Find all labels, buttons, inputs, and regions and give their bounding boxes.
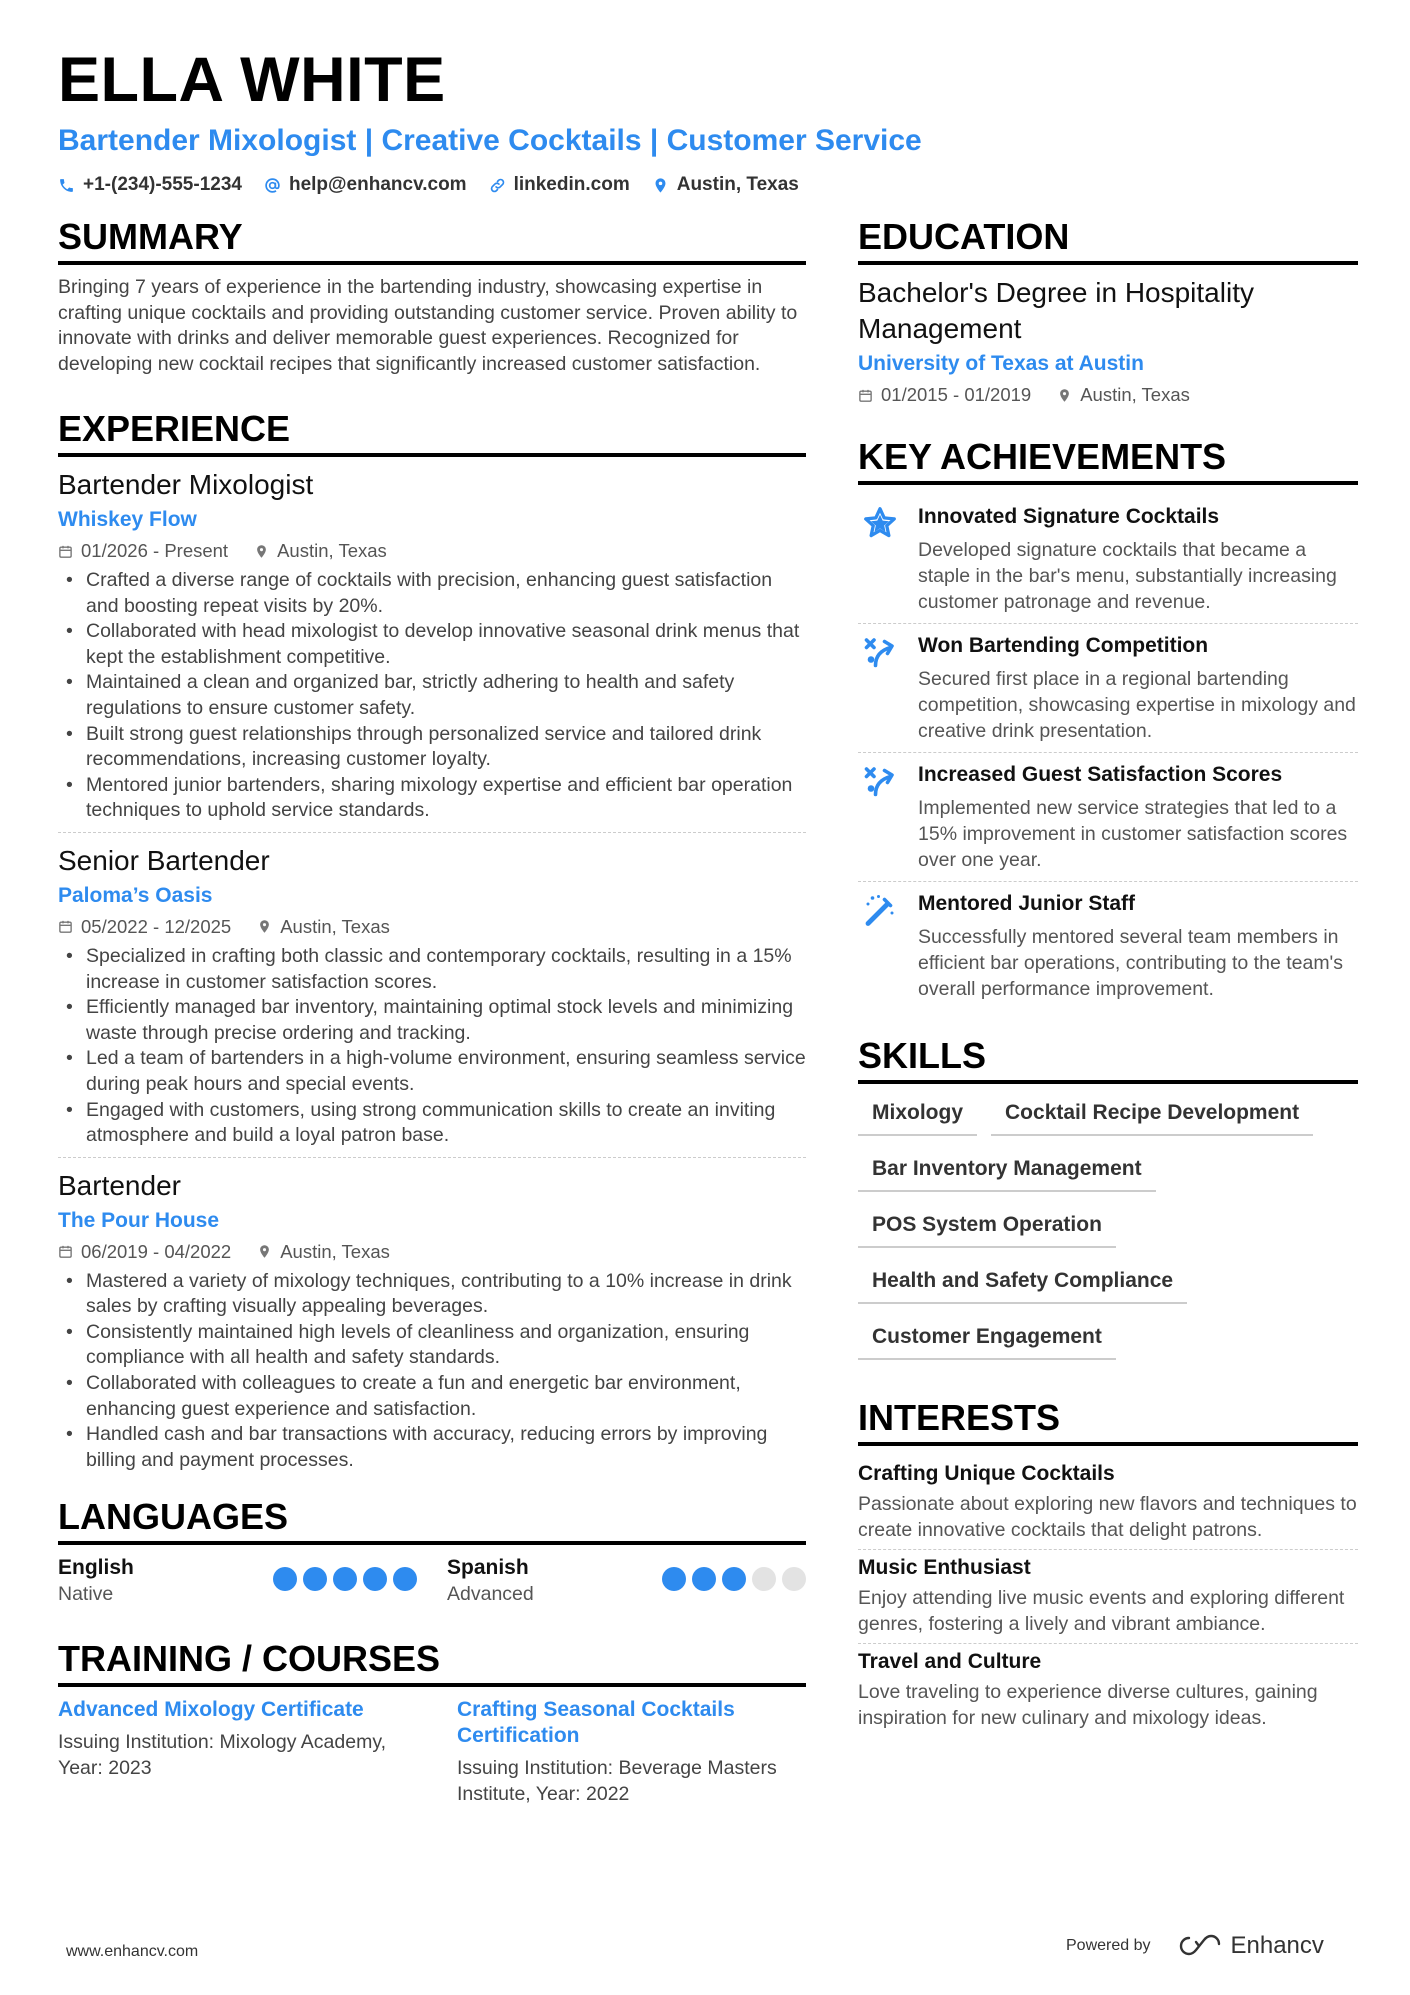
job-bullet: • Crafted a diverse range of cocktails with precision, enhancing guest satisfaction and boosting repeat visits by 20%. [58,568,806,619]
rating-dot-filled [273,1567,297,1591]
achievement-item [858,882,1358,1010]
language-item [58,1555,417,1607]
job-location [254,537,387,565]
contact-email[interactable] [264,174,467,196]
rating-dot-filled [333,1567,357,1591]
language-name: Spanish [447,1556,529,1580]
edu-dates-text: 01/2015 - 01/2019 [881,384,1032,405]
contact-bar [58,174,1358,196]
company-name: Whiskey Flow [58,508,197,531]
job-bullet: • Collaborated with head mixologist to develop innovative seasonal drink menus that kept the establishment competitive. [58,619,806,670]
interest-desc: Enjoy attending live music events and exploring different genres, fostering a lively and vibrant ambiance. [858,1587,1345,1635]
job-dates-text: 05/2022 - 12/2025 [81,915,232,937]
course-item [58,1697,407,1807]
job-bullet: • Built strong guest relationships through personalized service and tailored drink recommendations, increasing customer loyalty. [58,722,806,773]
interest-title: Music Enthusiast [858,1556,1031,1579]
job-location-text: Austin, Texas [277,540,387,561]
skills-list [858,1094,1358,1360]
achievement-desc: Implemented new service strategies that led to a 15% improvement in customer satisfaction scores over one year. [918,797,1348,871]
contact-location [652,174,799,196]
language-level: Advanced [447,1583,534,1606]
calendar-icon [858,388,873,403]
job-title: Senior Bartender [58,844,270,876]
calendar-icon [58,1244,73,1259]
rating-dot-empty [782,1567,806,1591]
skill-tag: POS System Operation [858,1206,1116,1248]
powered-by-label: Powered by [1066,1937,1151,1954]
achievement-desc: Successfully mentored several team members in efficient bar operations, contributing to the team's overall performance improvement. [918,926,1344,1000]
rating-dot-filled [303,1567,327,1591]
languages-heading: LANGUAGES [58,1495,806,1545]
achievement-item [858,624,1358,753]
rating-dot-empty [752,1567,776,1591]
brand-logo[interactable] [1177,1932,1324,1960]
map-pin-icon [652,177,669,194]
job-dates-text: 06/2019 - 04/2022 [81,1240,232,1262]
job-location-text: Austin, Texas [280,915,390,937]
map-pin-icon [257,1244,272,1259]
rating-dot-filled [662,1567,686,1591]
enhancv-logo-icon [1177,1933,1223,1959]
course-desc: Issuing Institution: Mixology Academy, Year: 2023 [58,1731,387,1780]
job-title: Bartender [58,1169,181,1201]
achievement-title: Mentored Junior Staff [918,892,1136,915]
job-location [257,1238,390,1266]
rating-dot-filled [692,1567,716,1591]
skill-tag: Cocktail Recipe Development [991,1094,1313,1136]
job-bullet: • Maintained a clean and organized bar, strictly adhering to health and safety regulations to ensure customer safety. [58,670,806,721]
education-heading: EDUCATION [858,215,1358,265]
summary-heading: SUMMARY [58,215,806,265]
interest-item [858,1550,1358,1644]
star-icon [858,503,904,615]
brand-name: Enhancv [1230,1932,1324,1959]
achievement-item [858,495,1358,624]
course-title: Advanced Mixology Certificate [58,1698,364,1722]
company-name: The Pour House [58,1208,220,1232]
course-title: Crafting Seasonal Cocktails Certification [457,1698,735,1748]
edu-location-text: Austin, Texas [1080,384,1190,405]
job-bullet: • Efficiently managed bar inventory, maintaining optimal stock levels and minimizing waste through precise ordering and tracking. [58,995,806,1046]
interest-desc: Love traveling to experience diverse cultures, gaining inspiration for new culinary and mixology ideas. [858,1681,1318,1729]
job-bullet: • Consistently maintained high levels of cleanliness and organization, ensuring compliance with all health and safety standards. [58,1320,806,1371]
right-column [858,215,1358,1737]
left-column [58,215,806,1807]
footer-branding [1066,1932,1324,1960]
phone-text: +1-(234)-555-1234 [83,174,242,195]
resume-header [58,42,1358,196]
skill-tag: Customer Engagement [858,1318,1116,1360]
summary-text: Bringing 7 years of experience in the bartending industry, showcasing expertise in crafting unique cocktails and providing outstanding customer service. Proven ability to innovate with drinks and deliver memorable guest experiences. Recognized for developing new cocktail recipes that significantly increased customer satisfaction. [58,276,798,375]
phone-icon [58,177,75,194]
rating-dot-filled [722,1567,746,1591]
job-bullets [58,944,806,1149]
skill-tag: Mixology [858,1094,977,1136]
job-bullet: • Led a team of bartenders in a high-volume environment, ensuring seamless service during peak hours and special events. [58,1046,806,1097]
skill-tag: Bar Inventory Management [858,1150,1156,1192]
strategy-icon [858,632,904,744]
interest-title: Travel and Culture [858,1650,1042,1673]
job-meta [58,1238,806,1266]
language-rating [273,1567,417,1591]
map-pin-icon [1057,388,1072,403]
course-item [457,1697,806,1807]
achievements-list [858,495,1358,1010]
strategy-icon [858,761,904,873]
calendar-icon [58,919,73,934]
interest-item [858,1456,1358,1550]
job-location [257,913,390,941]
job-dates [58,537,228,565]
contact-linkedin[interactable] [489,174,630,196]
training-heading: TRAINING / COURSES [58,1637,806,1687]
skill-tag: Health and Safety Compliance [858,1262,1187,1304]
calendar-icon [58,544,73,559]
link-icon [489,177,506,194]
edu-dates [858,381,1031,409]
job-meta [58,537,806,565]
language-rating [662,1567,806,1591]
location-text: Austin, Texas [676,174,799,195]
linkedin-text: linkedin.com [513,174,630,195]
job-title: Bartender Mixologist [58,469,314,500]
job-dates-text: 01/2026 - Present [81,540,229,561]
language-level: Native [58,1583,114,1606]
email-text: help@enhancv.com [288,174,467,195]
footer-website[interactable]: www.enhancv.com [66,1943,199,1960]
achievement-title: Increased Guest Satisfaction Scores [918,763,1283,786]
job-entry [58,843,806,1158]
interests-heading: INTERESTS [858,1396,1358,1446]
achievements-heading: KEY ACHIEVEMENTS [858,435,1358,485]
job-bullets [58,1269,806,1474]
rating-dot-filled [363,1567,387,1591]
achievement-item [858,753,1358,882]
candidate-headline: Bartender Mixologist | Creative Cocktails | Customer Service [58,124,922,157]
edu-meta [858,381,1358,409]
job-bullet: • Mastered a variety of mixology techniques, contributing to a 10% increase in drink sales by crafting visually appealing beverages. [58,1269,806,1320]
magic-wand-icon [858,890,904,1002]
language-item [447,1555,806,1607]
course-desc: Issuing Institution: Beverage Masters Institute, Year: 2022 [457,1757,777,1806]
language-name: English [58,1556,134,1580]
experience-heading: EXPERIENCE [58,407,806,457]
skills-heading: SKILLS [858,1034,1358,1084]
map-pin-icon [254,544,269,559]
interest-desc: Passionate about exploring new flavors and techniques to create innovative cocktails that delight patrons. [858,1493,1357,1541]
job-bullets [58,568,806,824]
job-dates [58,1238,231,1266]
candidate-name: ELLA WHITE [58,45,446,115]
interests-list [858,1456,1358,1737]
achievement-desc: Secured first place in a regional bartending competition, showcasing expertise in mixology and creative drink presentation. [918,668,1356,742]
job-bullet: • Specialized in crafting both classic and contemporary cocktails, resulting in a 15% increase in customer satisfaction scores. [58,944,806,995]
edu-degree: Bachelor's Degree in Hospitality Management [858,277,1254,344]
job-entry [58,467,806,833]
interest-title: Crafting Unique Cocktails [858,1462,1115,1485]
job-entry [58,1168,806,1482]
job-meta [58,913,806,941]
job-location-text: Austin, Texas [280,1240,390,1262]
job-bullet: • Engaged with customers, using strong communication skills to create an inviting atmosphere and build a loyal patron base. [58,1098,806,1149]
achievement-desc: Developed signature cocktails that became a staple in the bar's menu, substantially increasing customer patronage and revenue. [918,539,1337,613]
interest-item [858,1644,1358,1737]
at-sign-icon [264,177,281,194]
job-bullet: • Mentored junior bartenders, sharing mixology expertise and efficient bar operation techniques to uphold service standards. [58,773,806,824]
rating-dot-filled [393,1567,417,1591]
company-name: Paloma’s Oasis [58,883,213,907]
edu-location [1057,381,1190,409]
map-pin-icon [257,919,272,934]
languages-list [58,1555,806,1607]
achievement-title: Won Bartending Competition [918,634,1209,657]
achievement-title: Innovated Signature Cocktails [918,505,1220,528]
job-dates [58,913,231,941]
contact-phone[interactable] [58,174,242,196]
job-bullet: • Handled cash and bar transactions with accuracy, reducing errors by improving billing and payment processes. [58,1422,806,1473]
edu-school: University of Texas at Austin [858,352,1144,375]
job-bullet: • Collaborated with colleagues to create a fun and energetic bar environment, enhancing guest experience and satisfaction. [58,1371,806,1422]
training-list [58,1697,806,1807]
